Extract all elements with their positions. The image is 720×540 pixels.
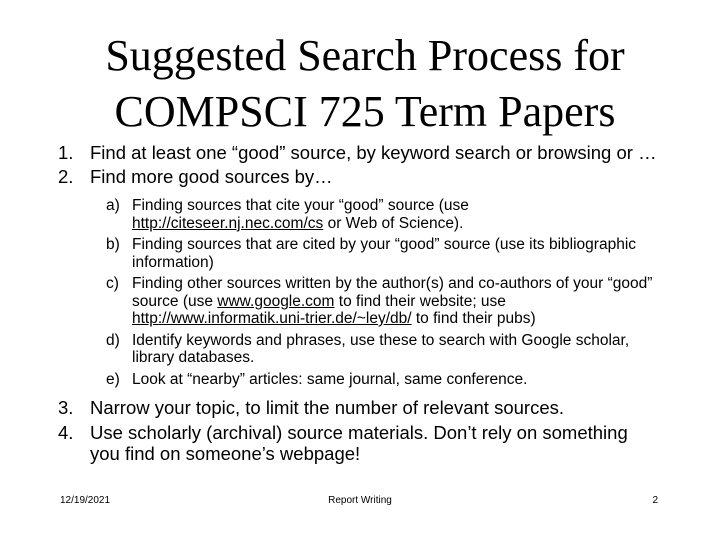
sublist-text: Finding sources that cite your “good” source (use: [132, 197, 469, 214]
footer-title: Report Writing: [328, 495, 392, 506]
list-item-1: [58, 142, 658, 163]
sublist-item-a: [58, 197, 658, 232]
sublist-letter: b): [106, 236, 120, 253]
citeseer-link[interactable]: http://citeseer.nj.nec.com/cs: [132, 214, 324, 232]
sublist-item-e: [58, 371, 658, 389]
title-line-1: Suggested Search Process for: [105, 31, 625, 80]
sublist-letter: a): [106, 197, 120, 214]
list-item-4: [58, 422, 658, 464]
list-text: Find more good sources by…: [90, 166, 333, 187]
footer-date: 12/19/2021: [60, 495, 111, 506]
title-line-2: COMPSCI 725 Term Papers: [114, 87, 616, 136]
sublist-text: or Web of Science).: [323, 214, 464, 232]
sublist-item-c: [58, 275, 658, 328]
sublist-letter: d): [106, 331, 120, 349]
sublist-text: Finding sources that are cited by your “good” source (use its bibliographic information): [132, 236, 637, 271]
sublist-item-d: [58, 332, 658, 367]
sublist-text: Look at “nearby” articles: same journal, same conference.: [132, 370, 528, 388]
sublist-text: to find their pubs): [411, 310, 536, 327]
sublist-text: Finding other sources written by the author(s) and co-authors of your “good” source (use: [132, 275, 653, 310]
dblp-link[interactable]: http://www.informatik.uni-trier.de/~ley/db/: [132, 310, 412, 327]
list-number: 1.: [58, 142, 74, 163]
sublist-item-b: [58, 236, 658, 271]
list-item-2: [58, 166, 658, 187]
list-number: 3.: [58, 397, 74, 418]
list-text: Find at least one “good” source, by keyword search or browsing or …: [90, 142, 657, 163]
sublist-letter: c): [106, 275, 119, 292]
list-text: Use scholarly (archival) source materials. Don’t rely on something you find on someone’s webpage!: [90, 422, 628, 464]
list-number: 4.: [58, 422, 74, 443]
sublist-text: Identify keywords and phrases, use these to search with Google scholar, library databases.: [132, 331, 630, 366]
list-text: Narrow your topic, to limit the number of relevant sources.: [90, 397, 564, 418]
google-link[interactable]: www.google.com: [217, 292, 335, 310]
slide-body: [58, 142, 658, 464]
sublist-letter: e): [106, 370, 120, 388]
slide-title: [60, 28, 670, 140]
list-item-3: [58, 397, 658, 418]
list-number: 2.: [58, 166, 74, 187]
page-number: 2: [652, 495, 658, 506]
sublist-text: to find their website; use: [334, 292, 506, 310]
